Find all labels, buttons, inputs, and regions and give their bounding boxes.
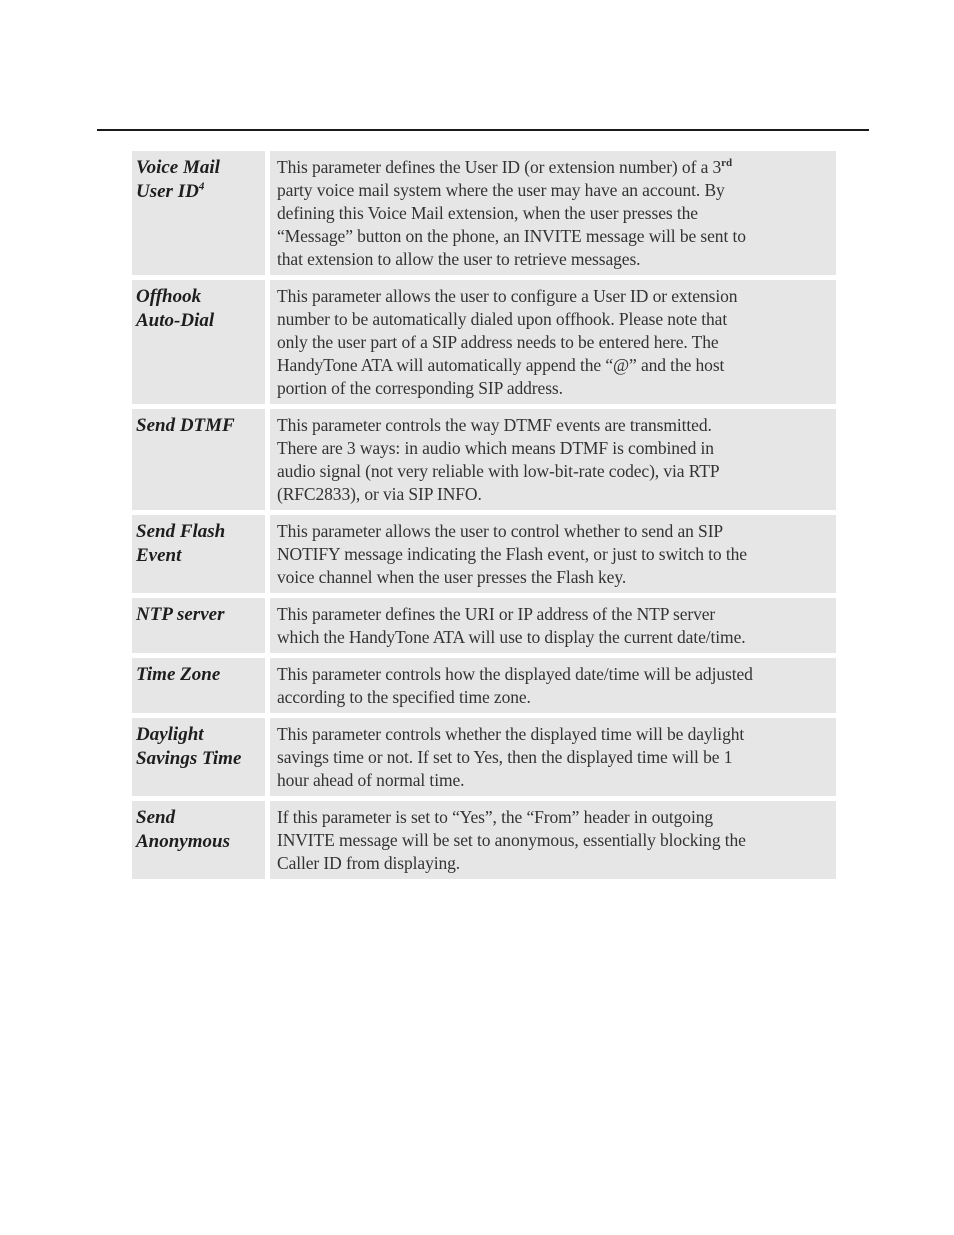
parameter-description [270,515,836,593]
parameter-name [132,409,265,510]
table-row [132,598,836,653]
description-line: according to the specified time zone. [277,687,531,707]
parameter-name [132,515,265,593]
table-row [132,409,836,510]
parameter-name [132,801,265,879]
parameter-name-line: User $ID^4$ [136,180,205,202]
description-line: This parameter controls the way DTMF events are transmitted. [277,415,712,435]
table-row [132,515,836,593]
parameter-name-line: Savings Time [136,747,242,769]
description-line: portion of the corresponding SIP address. [277,378,563,398]
parameter-description [270,718,836,796]
parameter-description [270,409,836,510]
description-line: This parameter allows the user to control whether to send an SIP [277,521,724,541]
parameter-name-line: Send DTMF [136,415,235,436]
table-row [132,658,836,713]
parameter-name-line: Daylight [136,724,204,745]
parameter-name [132,151,265,275]
parameter-description [270,598,836,653]
parameter-table [132,151,836,879]
description-line: NOTIFY message indicating the Flash event, or just to switch to the [277,544,747,564]
description-line: “Message” button on the phone, an INVITE message will be sent to [277,226,746,246]
description-line: If this parameter is set to “Yes”, the “From” header in outgoing [277,807,714,827]
description-line: This parameter allows the user to configure a User ID or extension [277,286,738,306]
parameter-name-line: Send Flash [136,521,226,542]
parameter-description [270,658,836,713]
parameter-name [132,598,265,653]
description-line: number to be automatically dialed upon offhook. Please note that [277,309,728,329]
description-line: This parameter controls how the displayed date/time will be adjusted [277,664,753,684]
parameter-description [270,151,836,275]
description-line: voice channel when the user presses the Flash key. [277,567,627,587]
description-line: (RFC2833), or via SIP INFO. [277,484,482,504]
table-row [132,280,836,404]
description-line: HandyTone ATA will automatically append the “@” and the host [277,355,725,375]
description-line: INVITE message will be set to anonymous, essentially blocking the [277,830,746,850]
parameter-name-line: Event [136,544,182,566]
description-line: hour ahead of normal time. [277,770,465,790]
description-line: audio signal (not very reliable with low-bit-rate codec), via RTP [277,461,720,481]
description-line: only the user part of a SIP address needs to be entered here. The [277,332,719,352]
description-line: This parameter defines the URI or IP address of the NTP server [277,604,716,624]
parameter-name-line: Anonymous [136,830,230,852]
description-line: Caller ID from displaying. [277,853,461,873]
description-line: This parameter controls whether the displayed time will be daylight [277,724,745,744]
parameter-name-line: Time Zone [136,664,221,685]
table-row [132,151,836,275]
parameter-description [270,280,836,404]
description-line: defining this Voice Mail extension, when the user presses the [277,203,698,223]
parameter-name-line: Offhook [136,286,202,307]
parameter-name [132,280,265,404]
description-line: This parameter defines the User ID (or extension number) of a 3rd [277,157,732,177]
description-line: party voice mail system where the user may have an account. By [277,180,725,200]
header-rule [97,129,869,131]
parameter-name-line: Auto-Dial [136,309,215,331]
description-line: which the HandyTone ATA will use to display the current date/time. [277,627,746,647]
parameter-name-line: NTP server [136,604,225,625]
description-line: that extension to allow the user to retrieve messages. [277,249,641,269]
footnote-marker: 4 [198,180,205,193]
table-row [132,718,836,796]
parameter-name-line: Send [136,807,176,828]
table-row [132,801,836,879]
description-line: There are 3 ways: in audio which means DTMF is combined in [277,438,714,458]
parameter-name-line: Voice Mail [136,157,220,178]
parameter-name [132,658,265,713]
ordinal-suffix: rd [721,157,732,170]
parameter-name [132,718,265,796]
parameter-description [270,801,836,879]
description-line: savings time or not. If set to Yes, then the displayed time will be 1 [277,747,733,767]
